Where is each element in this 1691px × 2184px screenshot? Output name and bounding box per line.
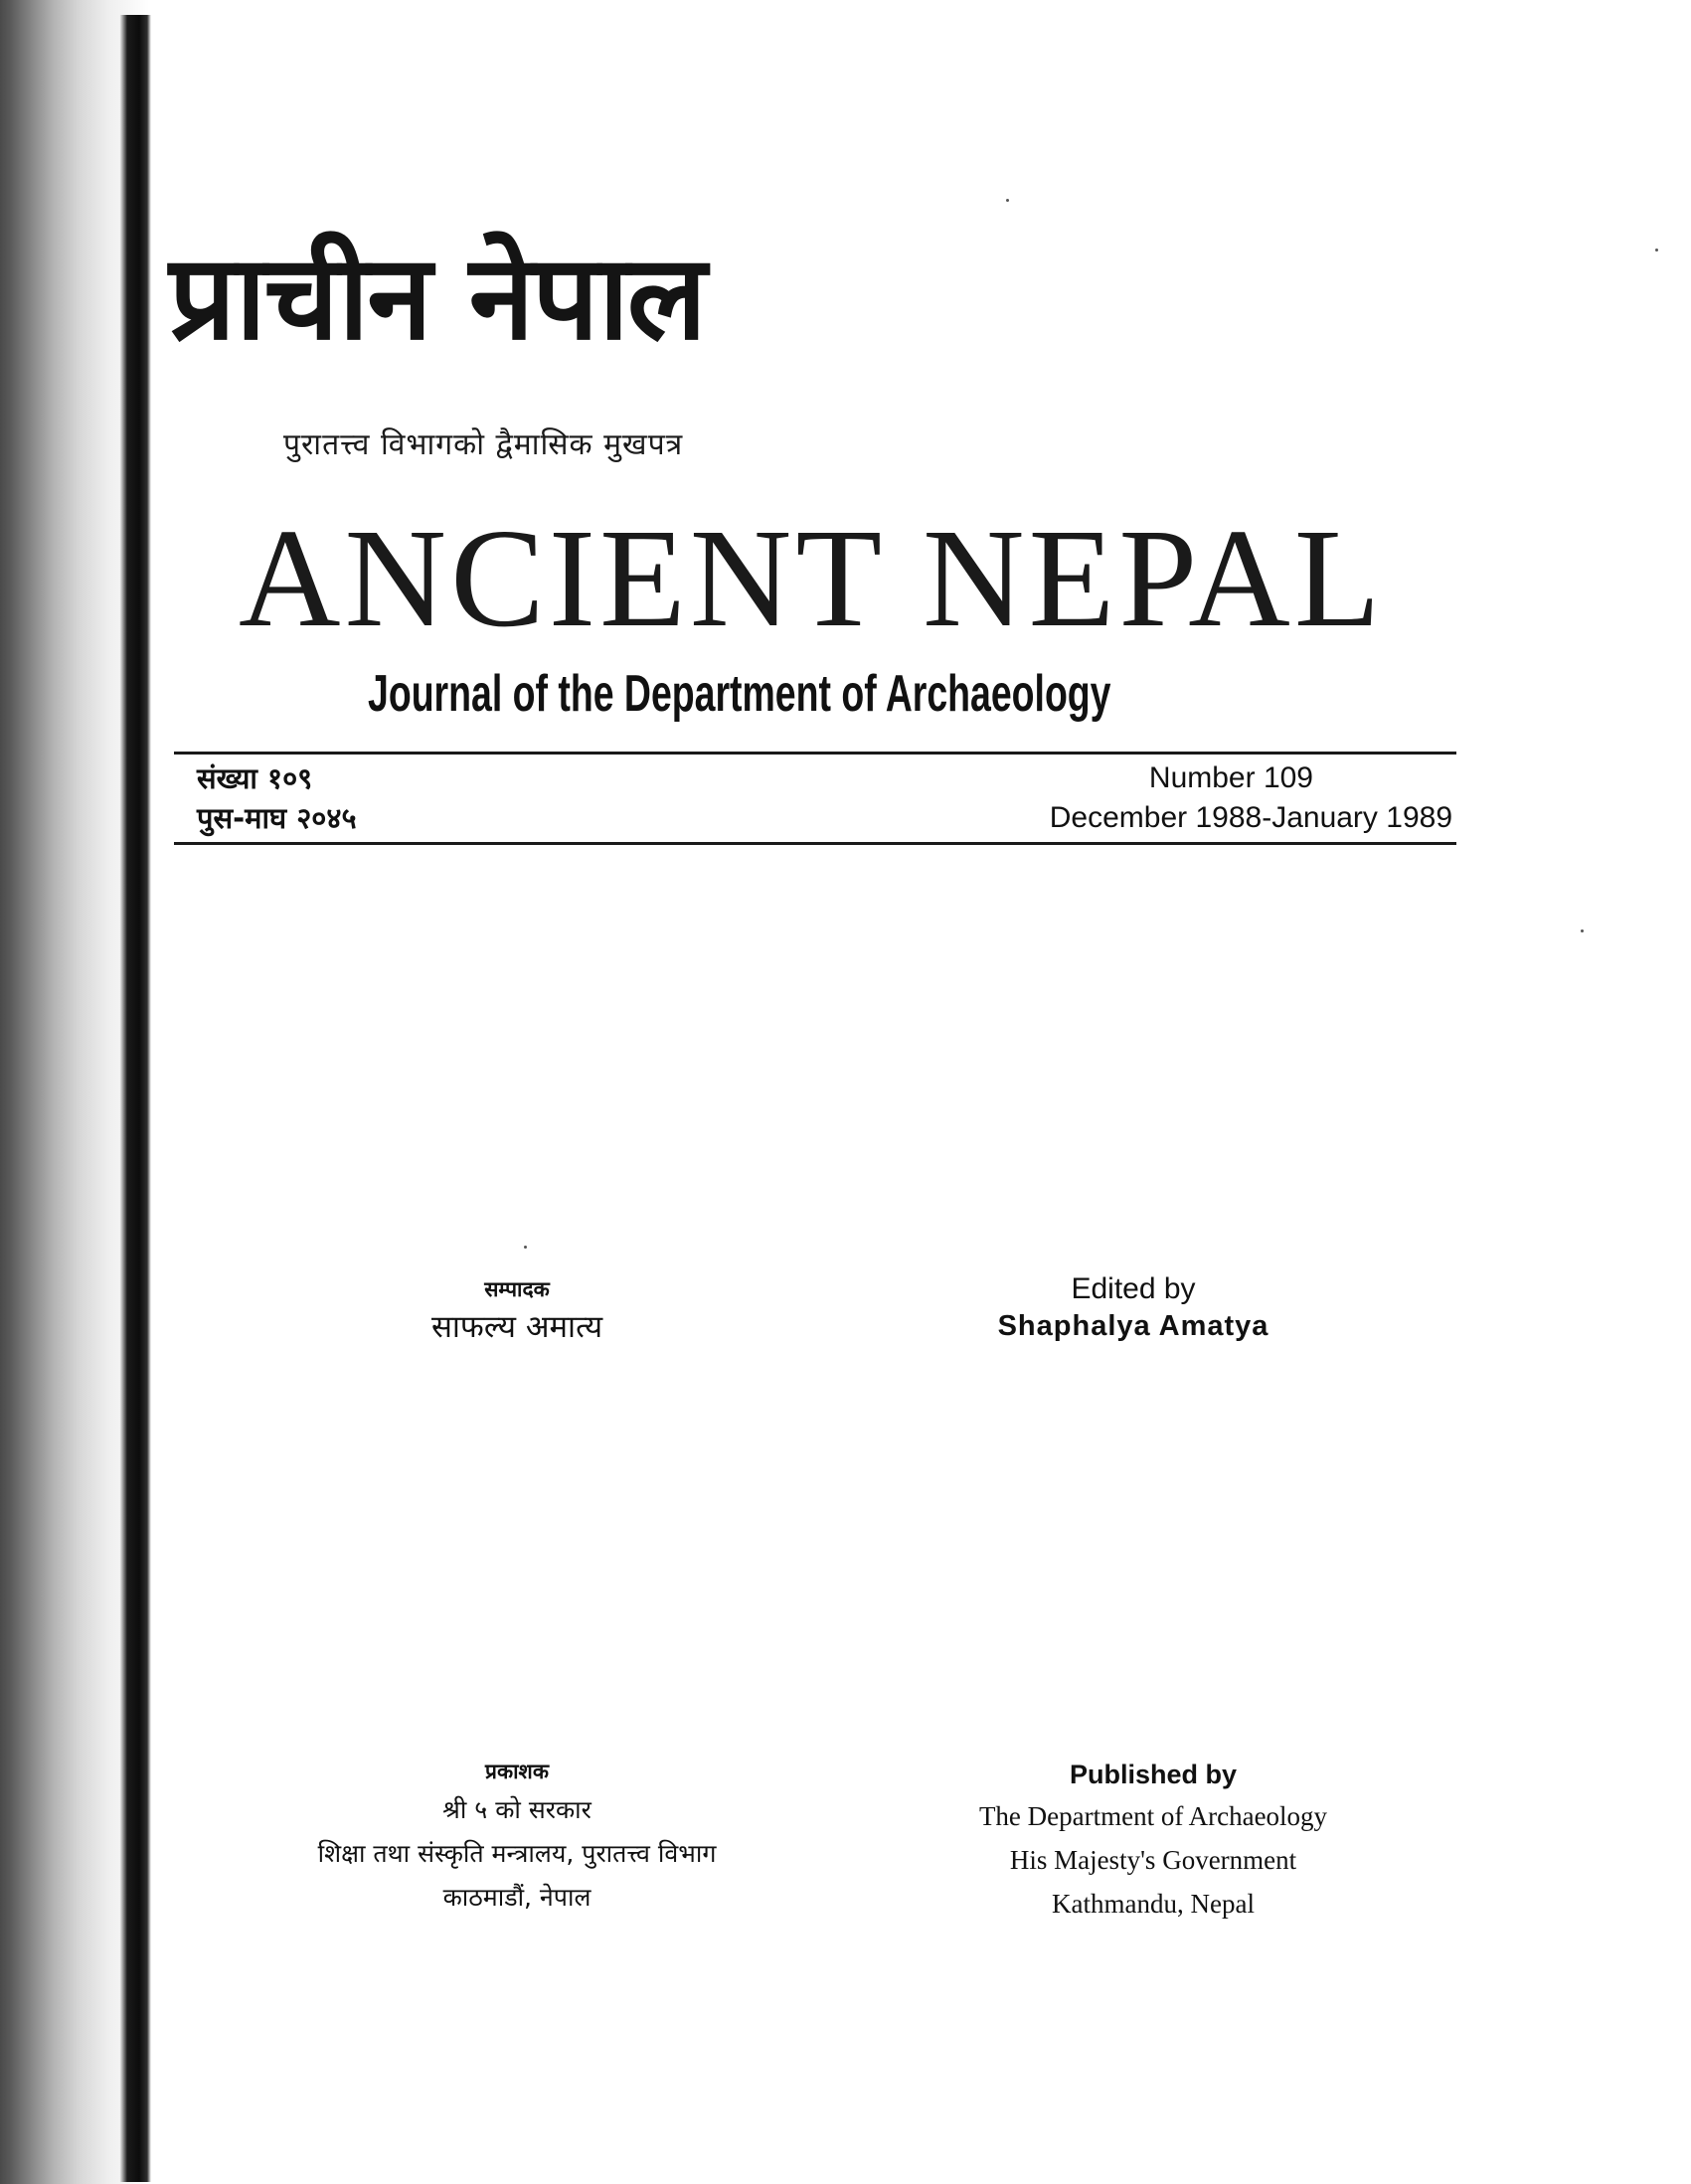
publisher-line-english: The Department of Archaeology: [978, 1801, 1328, 1831]
editor-name-nepali: साफल्य अमात्य: [430, 1309, 603, 1345]
scan-speck: [1006, 199, 1009, 202]
issue-info-english: [1050, 758, 1452, 838]
publisher-line-english: Kathmandu, Nepal: [1052, 1889, 1255, 1919]
issue-number-nepali: संख्या १०९: [197, 761, 313, 795]
editor-label-english: Edited by: [1071, 1272, 1196, 1305]
publisher-block-english: [925, 1755, 1382, 1926]
publisher-line-nepali: श्री ५ को सरकार: [442, 1795, 592, 1824]
editor-block-nepali: [368, 1272, 666, 1348]
scan-speck: [1581, 929, 1584, 932]
issue-date-english: December 1988-January 1989: [1049, 801, 1452, 834]
issue-number-english: Number 109: [1148, 761, 1313, 794]
editor-block-english: [964, 1272, 1302, 1346]
bottom-rule: [174, 842, 1456, 845]
issue-date-nepali: पुस-माघ २०४५: [197, 801, 357, 835]
publisher-line-nepali: काठमाडौं, नेपाल: [442, 1883, 592, 1912]
scan-speck: [524, 1246, 527, 1249]
journal-subtitle: Journal of the Department of Archaeology: [368, 665, 1111, 723]
publisher-line-english: His Majesty's Government: [1009, 1845, 1297, 1875]
editor-label-nepali: सम्पादक: [484, 1277, 550, 1301]
issue-info-nepali: [197, 758, 357, 838]
publisher-label-nepali: प्रकाशक: [485, 1760, 549, 1783]
publisher-line-nepali: शिक्षा तथा संस्कृति मन्त्रालय, पुरातत्त्व विभाग: [317, 1839, 717, 1868]
binding-edge-dark: [119, 15, 151, 2182]
masthead-title-english: ANCIENT NEPAL: [239, 499, 1385, 656]
masthead-title-nepali: प्राचीन नेपाल: [169, 228, 705, 366]
publisher-block-nepali: [219, 1755, 815, 1920]
editor-name-english: Shaphalya Amatya: [997, 1310, 1269, 1342]
scan-speck: [1655, 249, 1658, 252]
masthead-subtitle-nepali: पुरातत्त्व विभागको द्वैमासिक मुखपत्र: [283, 427, 684, 462]
top-rule: [174, 752, 1456, 755]
publisher-label-english: Published by: [1069, 1760, 1238, 1789]
